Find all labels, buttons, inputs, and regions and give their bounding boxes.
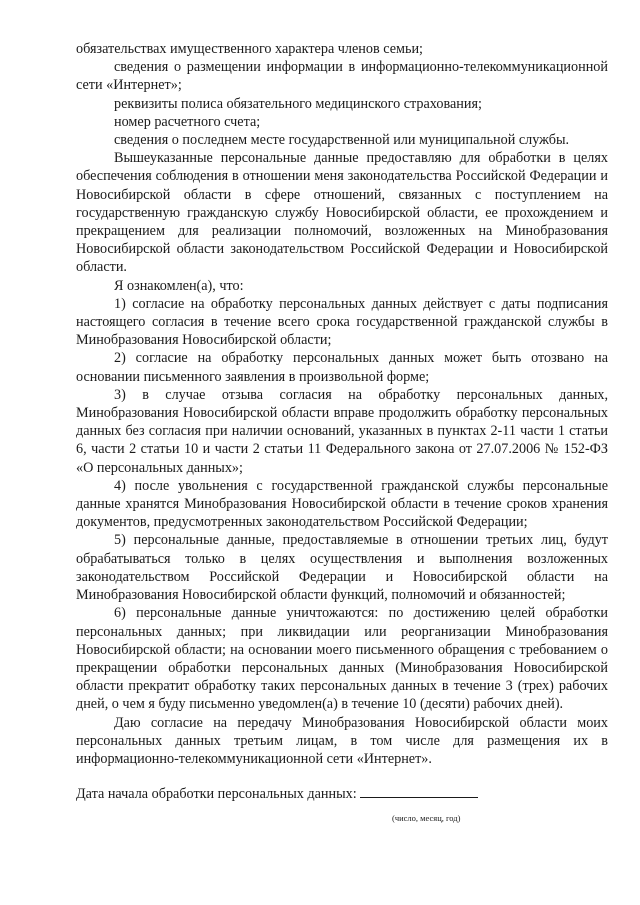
date-start-label: Дата начала обработки персональных данных: <box>76 786 357 803</box>
date-start-line <box>76 784 608 803</box>
list-item-5: 5) персональные данные, предоставляемые в отношении третьих лиц, будут обрабатываться только в целях осуществления и выполнения возложенных законодательством Российской Федерации и Новосибирской области на Минобразования Новосибирской области функций, полномочий и обязанностей; <box>76 532 608 604</box>
paragraph-account-number: номер расчетного счета; <box>114 113 261 130</box>
list-item-3: 3) в случае отзыва согласия на обработку персональных данных, Минобразования Новосибирской области вправе продолжить обработку персональных данных без согласия при наличии оснований, указанных в пунктах 2-11 части 1 статьи 6, части 2 статьи 10 и части 2 статьи 11 Федерального закона от 27.07.2006 № 152-ФЗ «О персональных данных»; <box>76 386 608 476</box>
date-caption: (число, месяц, год) <box>392 813 461 823</box>
paragraph-insurance-policy: реквизиты полиса обязательного медицинского страхования; <box>114 95 482 112</box>
paragraph-last-service: сведения о последнем месте государственной или муниципальной службы. <box>114 132 570 149</box>
list-item-6: 6) персональные данные уничтожаются: по достижению целей обработки персональных данных; при ликвидации или реорганизации Минобразования Новосибирской области; на основании моего письменного обращения с требованием о прекращении обработки персональных данных (Минобразования Новосибирской области прекратит обработку таких персональных данных в течение 3 (трех) рабочих дней, о чем я буду письменно уведомлен(а) в течение 10 (десяти) рабочих дней). <box>76 605 608 713</box>
paragraph-internet-info: сведения о размещении информации в информационно-телекоммуникационной сети «Интернет»; <box>76 59 608 94</box>
list-item-1: 1) согласие на обработку персональных данных действует с даты подписания настоящего согласия в течение всего срока государственной гражданской службы в Минобразования Новосибирской области; <box>76 295 608 349</box>
list-item-2: 2) согласие на обработку персональных данных может быть отозвано на основании письменного заявления в произвольной форме; <box>76 350 608 385</box>
document-body <box>76 40 608 803</box>
list-item-4: 4) после увольнения с государственной гражданской службы персональные данные хранятся Минобразования Новосибирской области в течение сроков хранения документов, предусмотренных законодательством Российской Федерации; <box>76 477 608 531</box>
paragraph-consent-transfer: Даю согласие на передачу Минобразования Новосибирской области моих персональных данных третьим лицам, в том числе для размещения их в информационно-телекоммуникационной сети «Интернет». <box>76 714 608 767</box>
paragraph-purpose: Вышеуказанные персональные данные предоставляю для обработки в целях обеспечения соблюдения в отношении меня законодательства Российской Федерации и Новосибирской области в сфере отношений, связанных с поступлением на государственную гражданскую службу Новосибирской области, ее прохождением и прекращением для реализации полномочий, возложенных на Минобразования Новосибирской области законодательством Российской Федерации и Новосибирской области. <box>76 150 608 276</box>
paragraph-family-obligations: обязательствах имущественного характера членов семьи; <box>76 41 423 57</box>
date-blank-field[interactable] <box>360 784 478 798</box>
paragraph-acknowledged: Я ознакомлен(а), что: <box>114 277 244 294</box>
